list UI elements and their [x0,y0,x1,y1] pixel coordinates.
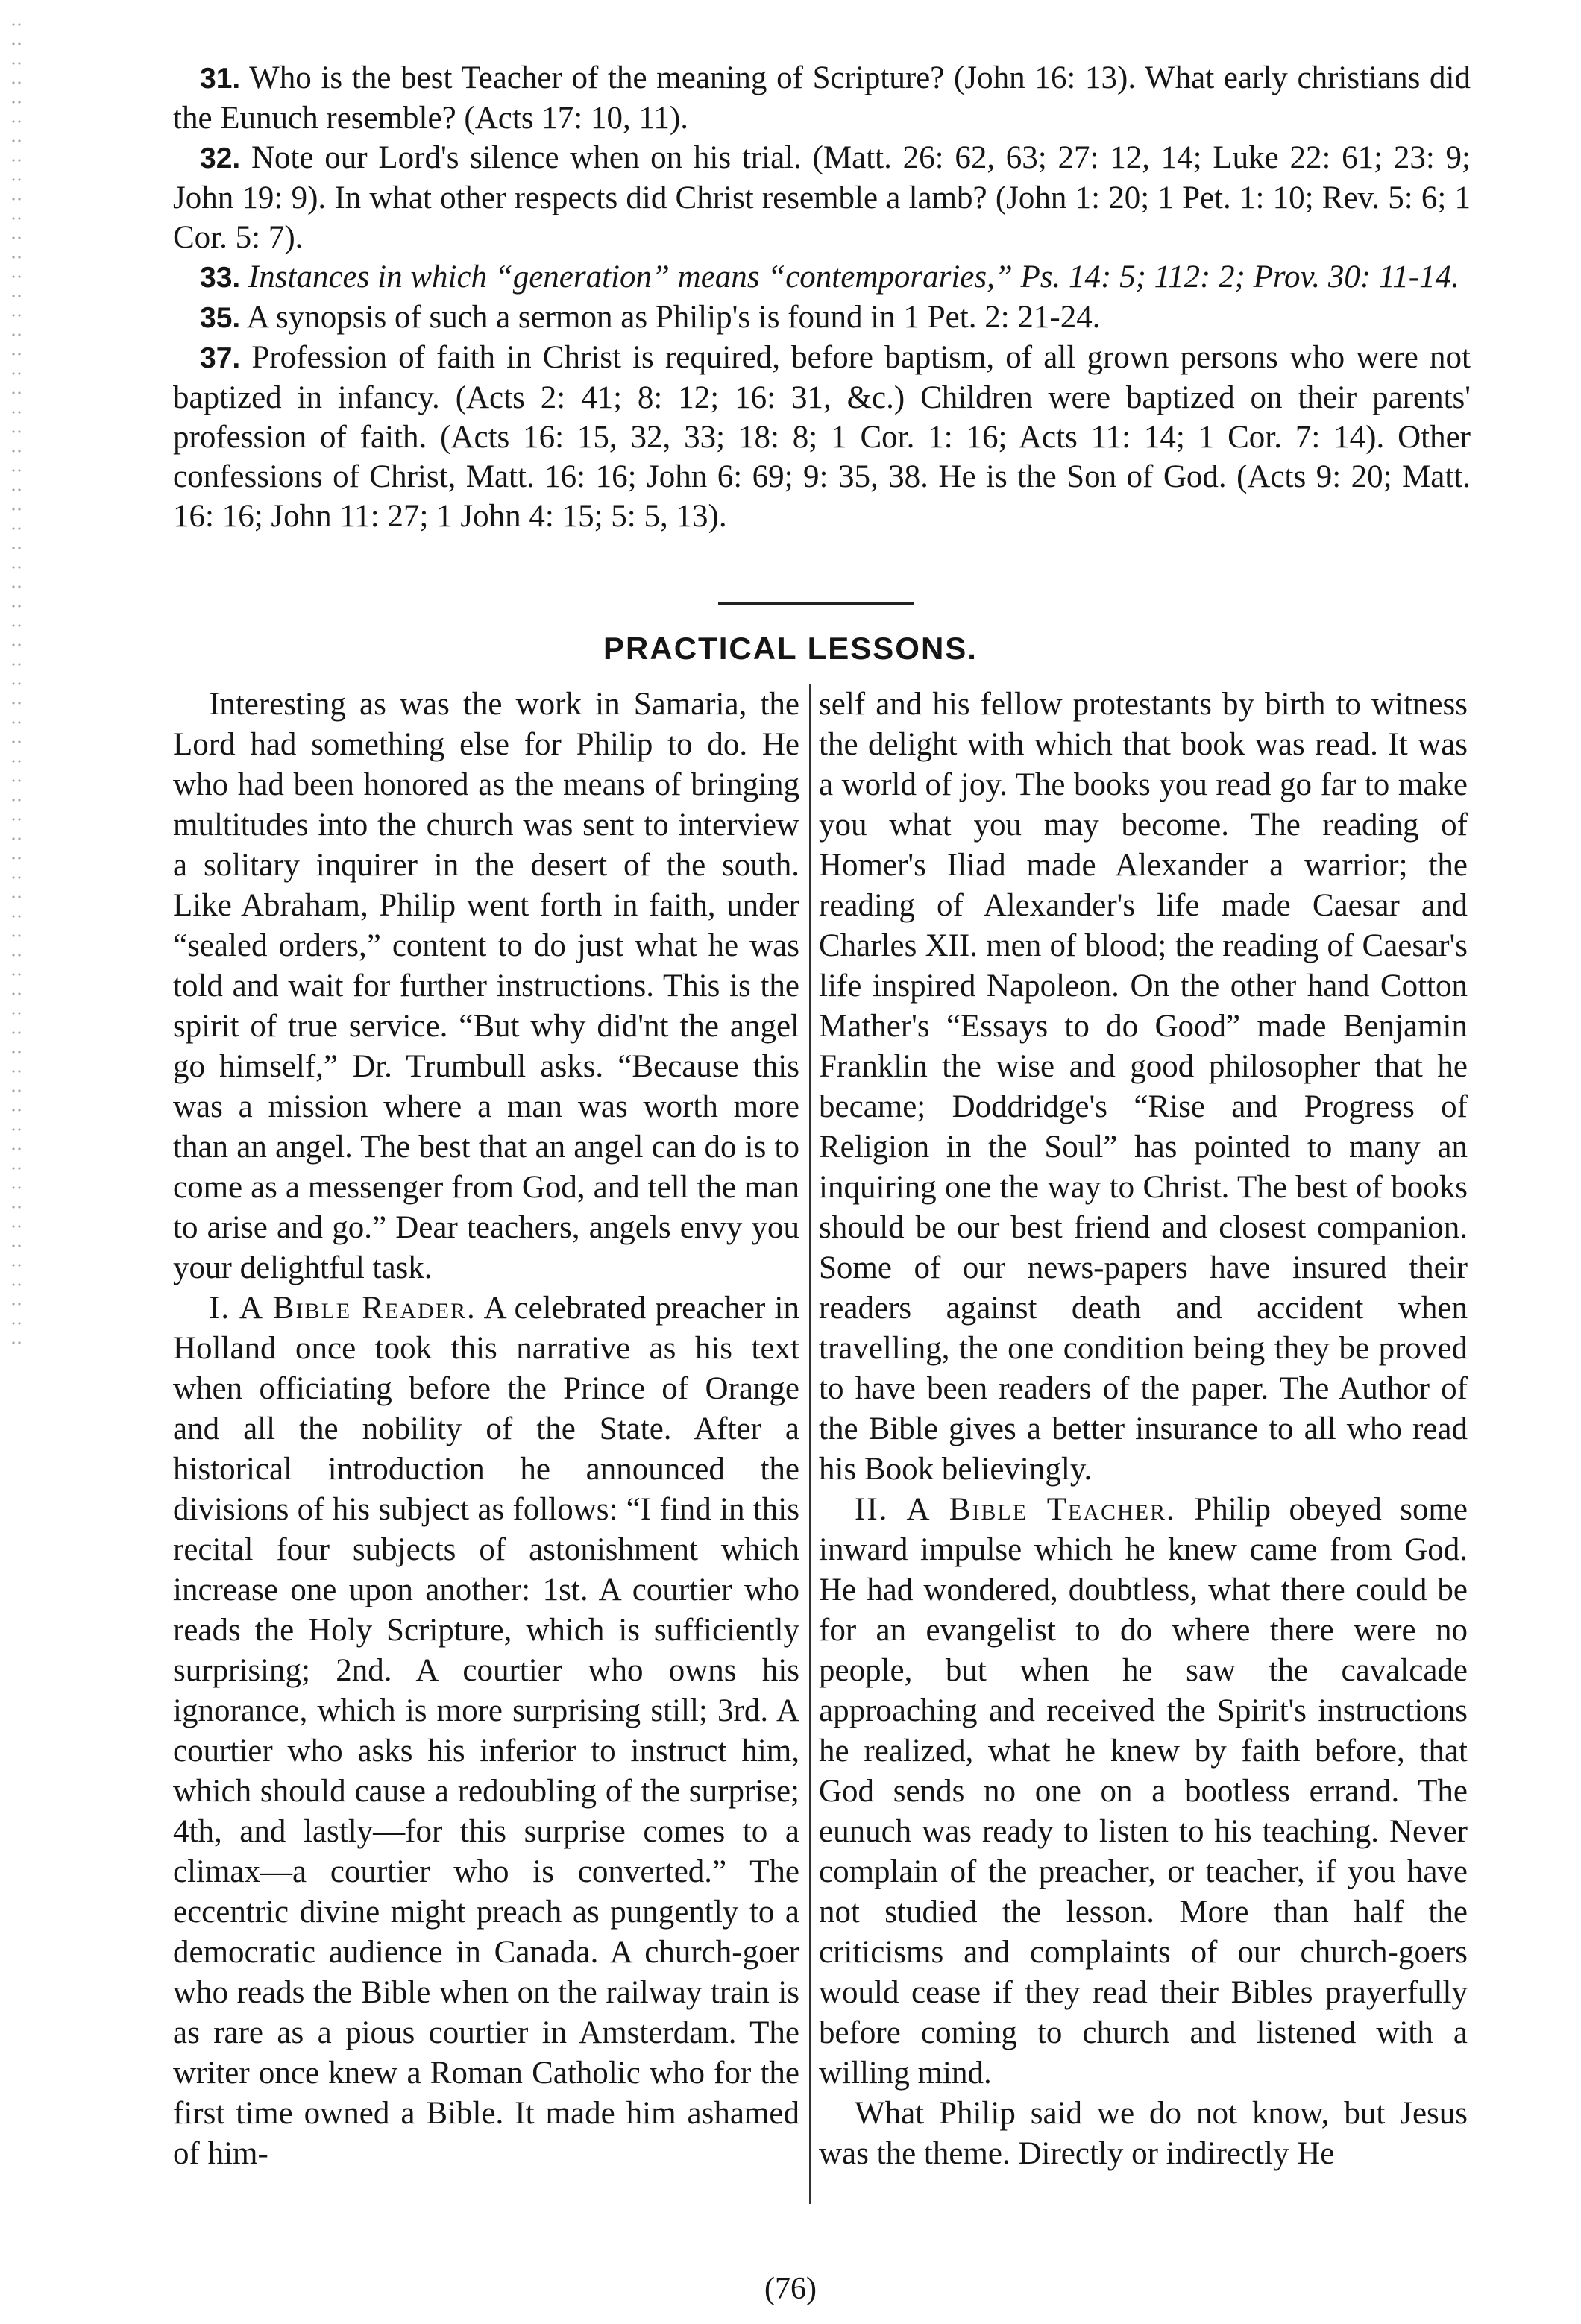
page-number: (76) [764,2272,817,2306]
right-column [819,684,1468,2174]
intro-paragraph: Interesting as was the work in Samaria, the Lord had something else for Philip to do. He who had been honored as the means of bringing multitudes into the church was sent to interview a solitary inquirer in the desert of the south. Like Abraham, Philip went forth in faith, under “sealed orders,” content to do just what he was told and wait for further instructions. This is the spirit of true service. “But why did'nt the angel go himself,” Dr. Trumbull asks. “Because this was a mission where a man was worth more than an angel. The best that an angel can do is to come as a messenger from God, and tell the man to arise and go.” Dear teachers, angels envy you your delightful task. [173,687,799,1285]
bible-teacher-paragraph [819,1490,1468,2094]
note-text: Note our Lord's silence when on his trial. (Matt. 26: 62, 63; 27: 12, 14; Luke 22: 61; 23: 9; John 19: 9). In what other respects did Christ resemble a lamb? (John 1: 20; 1 Pet. 1: 10; Rev. 5: 6; 1 Cor. 5: 7). [173,140,1471,255]
column-divider [809,684,811,2204]
lesson-notes [173,58,1471,536]
note-item [173,297,1471,338]
closing-paragraph: What Philip said we do not know, but Jesus was the theme. Directly or indirectly He [819,2096,1468,2171]
note-number: 35. [200,302,241,334]
bible-teacher-text: Philip obeyed some inward impulse which he knew came from God. He had wondered, doubtless, what there could be for an evangelist to do where there were no people, but when he saw the cavalcade approaching and received the Spirit's instructions he realized, what he knew by faith before, that God sends no one on a bootless errand. The eunuch was ready to listen to his teaching. Never complain of the preacher, or teacher, if you have not studied the lesson. More than half the criticisms and complaints of our church-goers would cease if they read their Bibles prayerfully before coming to church and listened with a willing mind. [819,1492,1468,2091]
note-item [173,138,1471,257]
note-text: Instances in which “generation” means “contemporaries,” Ps. 14: 5; 112: 2; Prov. 30: 11-14. [248,259,1459,295]
note-number: 33. [200,262,241,294]
note-number: 37. [200,342,241,374]
note-text: Who is the best Teacher of the meaning of Scripture? (John 16: 13). What early christians did the Eunuch resemble? (Acts 17: 10, 11). [173,60,1471,136]
section-title: PRACTICAL LESSONS. [603,631,978,666]
continued-paragraph: self and his fellow protestants by birth to witness the delight with which that book was read. It was a world of joy. The books you read go far to make you what you may become. The reading of Homer's Iliad made Alexander a warrior; the reading of Alexander's life made Caesar and Charles XII. men of blood; the reading of Caesar's life inspired Napoleon. On the other hand Cotton Mather's “Essays to do Good” made Benjamin Franklin the wise and good philosopher that he became; Doddridge's “Rise and Progress of Religion in the Soul” has pointed to many an inquiring one the way to Christ. The best of books should be our best friend and closest companion. Some of our news-papers have insured their readers against death and accident when travelling, the one condition being they be proved to have been readers of the paper. The Author of the Bible gives a better insurance to all who read his Book believingly. [819,687,1468,1487]
scan-edge-speckles [10,15,22,1357]
note-text: A synopsis of such a sermon as Philip's is found in 1 Pet. 2: 21-24. [246,300,1101,335]
note-text: Profession of faith in Christ is required, before baptism, of all grown persons who were not baptized in infancy. (Acts 2: 41; 8: 12; 16: 31, &c.) Children were baptized on their parents' profession of faith. (Acts 16: 15, 32, 33; 18: 8; 1 Cor. 1: 16; Acts 11: 14; 1 Cor. 7: 14). Other confessions of Christ, Matt. 16: 16; John 6: 69; 9: 35, 38. He is the Son of God. (Acts 9: 20; Matt. 16: 16; John 11: 27; 1 John 4: 15; 5: 5, 13). [173,340,1471,534]
note-item [173,257,1471,297]
section-divider-rule [718,602,914,605]
bible-reader-text: A celebrated preacher in Holland once took this narrative as his text when officiating before the Prince of Orange and all the nobility of the State. After a historical introduction he announced the divisions of his subject as follows: “I find in this recital four subjects of astonishment which increase one upon another: 1st. A courtier who reads the Holy Scripture, which is sufficiently surprising; 2nd. A courtier who owns his ignorance, which is more surprising still; 3rd. A courtier who asks his inferior to instruct him, which should cause a redoubling of the surprise; 4th, and lastly—for this surprise comes to a climax—a courtier who is converted.” The eccentric divine might preach as pungently to a democratic audience in Canada. A church-goer who reads the Bible when on the railway train is as rare as a pious courtier in Amsterdam. The writer once knew a Roman Catholic who for the first time owned a Bible. It made him ashamed of him- [173,1291,799,2171]
left-column [173,684,799,2174]
bible-teacher-heading: II. A Bible Teacher. [855,1492,1176,1527]
note-number: 31. [200,63,241,95]
bible-reader-heading: I. A Bible Reader. [209,1291,477,1326]
bible-reader-paragraph [173,1288,799,2174]
note-number: 32. [200,142,241,174]
note-item [173,58,1471,138]
note-item [173,338,1471,536]
